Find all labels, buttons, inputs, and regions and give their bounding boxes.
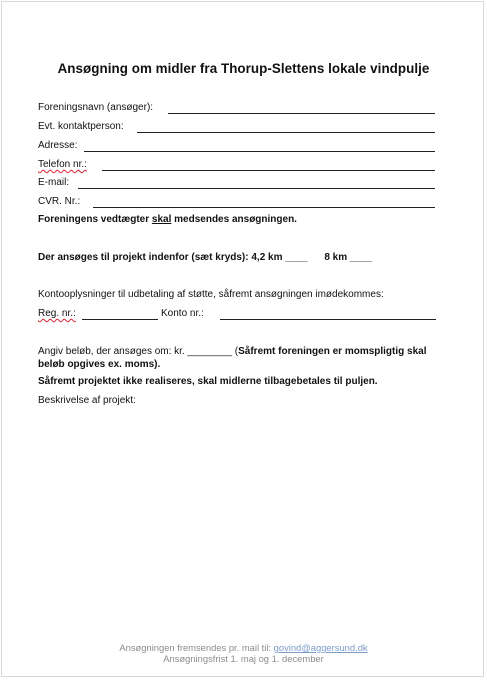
konto-nr-label: Konto nr.: xyxy=(161,308,204,319)
field-telefon xyxy=(38,159,87,170)
field-email-blank[interactable] xyxy=(78,188,435,189)
footer-email-link[interactable]: govind@aggersund.dk xyxy=(273,642,368,653)
field-foreningsnavn xyxy=(38,102,153,113)
field-foreningsnavn-blank[interactable] xyxy=(168,113,435,114)
footer-mail-line xyxy=(0,642,487,653)
page-title: Ansøgning om midler fra Thorup-Slettens lokale vindpulje xyxy=(57,61,430,76)
konto-nr-blank[interactable] xyxy=(220,319,436,320)
field-email-label: E-mail: xyxy=(38,177,70,188)
vedtaegter-note xyxy=(38,214,297,225)
projekt-label[interactable]: Der ansøges til projekt indenfor (sæt kryds): 4,2 km ____ xyxy=(38,252,308,263)
field-cvr-label: CVR. Nr.: xyxy=(38,196,81,207)
konto-intro: Kontooplysninger til udbetaling af støtte, såfremt ansøgningen imødekommes: xyxy=(38,289,384,300)
beskrivelse-label: Beskrivelse af projekt: xyxy=(38,395,136,406)
field-cvr-blank[interactable] xyxy=(93,207,435,208)
reg-nr-label: Reg. nr.: xyxy=(38,308,76,319)
tilbagebetaling-note: Såfremt projektet ikke realiseres, skal midlerne tilbagebetales til puljen. xyxy=(38,376,378,387)
field-cvr xyxy=(38,196,80,207)
vedtaegter-underlined: skal xyxy=(151,214,172,225)
field-kontaktperson-blank[interactable] xyxy=(137,132,435,133)
beloeb-label[interactable]: Angiv beløb, der ansøges om: kr. ________ ( xyxy=(38,346,239,357)
field-email xyxy=(38,177,69,188)
beloeb-paragraph xyxy=(38,345,448,371)
reg-nr-blank[interactable] xyxy=(82,319,158,320)
footer-deadline: Ansøgningsfrist 1. maj og 1. december xyxy=(163,653,324,664)
beloeb-note: Såfremt foreningen er momspligtig skal beløb opgives ex. moms). xyxy=(38,346,427,370)
field-adresse-blank[interactable] xyxy=(84,151,435,152)
footer-mail-prefix: Ansøgningen fremsendes pr. mail til: xyxy=(119,642,274,653)
field-adresse-label: Adresse: xyxy=(38,140,78,151)
vedtaegter-before: Foreningens vedtægter xyxy=(38,214,152,225)
vedtaegter-after: medsendes ansøgningen. xyxy=(171,214,297,225)
field-foreningsnavn-label: Foreningsnavn (ansøger): xyxy=(38,102,154,113)
field-kontaktperson-label: Evt. kontaktperson: xyxy=(38,121,124,132)
field-telefon-blank[interactable] xyxy=(102,170,435,171)
projekt-option-8km[interactable]: 8 km ____ xyxy=(324,252,373,263)
konto-fields xyxy=(38,308,204,319)
field-adresse xyxy=(38,140,77,151)
field-telefon-label: Telefon nr.: xyxy=(38,159,87,170)
projekt-distance xyxy=(38,252,372,263)
field-kontaktperson xyxy=(38,121,124,132)
